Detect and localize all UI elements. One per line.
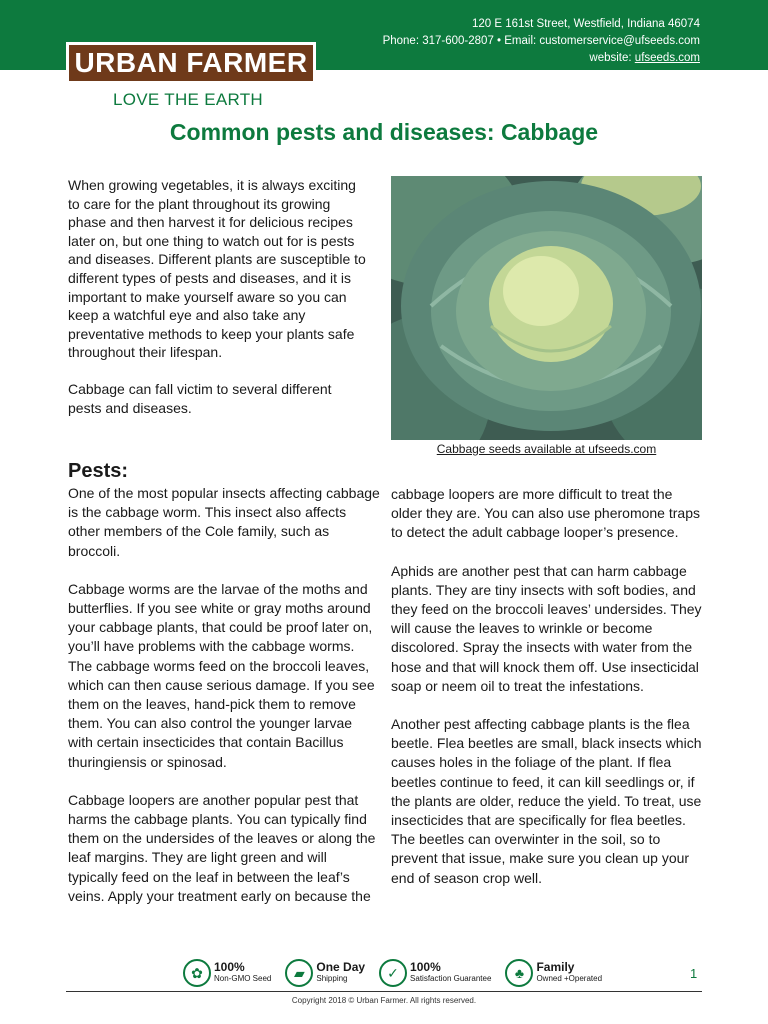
badge-non-gmo: ✿ 100% Non-GMO Seed: [183, 959, 271, 987]
intro-paragraph: Cabbage can fall victim to several different pests and diseases.: [68, 380, 332, 416]
pests-paragraph: Another pest affecting cabbage plants is the flea beetle. Flea beetles are small, black insects which causes holes in the foliage of the plant. If flea beetles continue to feed, it can kill seedlings or, if the plants are older, reduce the yield. To treat, use insecticides that are specifically for flea beetles. The beetles can overwinter in the soil, so to prevent that issue, make sure you clean up your end of season crop well.: [391, 716, 702, 886]
badge-family: ♣ Family Owned +Operated: [505, 959, 602, 987]
family-icon: ♣: [505, 959, 533, 987]
address: 120 E 161st Street, Westfield, Indiana 46074: [471, 18, 700, 30]
footer-divider: [66, 991, 702, 992]
pests-paragraph: One of the most popular insects affecting cabbage is the cabbage worm. This insect also affects other members of the Cole family, such as broccoli.: [68, 485, 380, 559]
pests-column-left: [68, 484, 380, 925]
website-link[interactable]: ufseeds.com: [634, 52, 700, 64]
pests-paragraph: Cabbage worms are the larvae of the moths and butterflies. If you see white or gray moths around your cabbage plants, that could be proof later on, you’ll have problems with the cabbage worms. The cabbage worms feed on the broccoli leaves, which can then cause serious damage. If you see them on the leaves, hand-pick them to remove them. You can also control the younger larvae with certain insecticides that contain Bacillus thuringiensis or spinosad.: [68, 580, 375, 770]
page-number: 1: [690, 966, 698, 981]
logo-text: URBAN FARMER: [69, 45, 313, 81]
photo-caption-link[interactable]: Cabbage seeds available at ufseeds.com: [436, 442, 657, 456]
logo: [66, 42, 316, 84]
tagline: LOVE THE EARTH: [113, 90, 264, 109]
website-line: [383, 50, 700, 67]
seedling-icon: ✿: [183, 959, 211, 987]
intro-text: [68, 176, 366, 435]
copyright: Copyright 2018 © Urban Farmer. All rights reserved.: [291, 996, 477, 1005]
truck-icon: ▰: [285, 959, 313, 987]
badge-shipping: ▰ One Day Shipping: [285, 959, 365, 987]
pests-paragraph: Aphids are another pest that can harm cabbage plants. They are tiny insects with soft bodies, and they feed on the broccoli leaves’ undersides. They will cause the leaves to wrinkle or become discolored. Spray the insects with water from the hose and that will knock them off. Use insecticidal soap or neem oil to treat the infestations.: [391, 562, 702, 694]
cabbage-image: [391, 176, 702, 440]
phone-email: Phone: 317-600-2807 • Email: customerservice@ufseeds.com: [382, 35, 700, 47]
pests-paragraph: cabbage loopers are more difficult to treat the older they are. You can also use pheromone traps to detect the adult cabbage looper’s presence.: [391, 486, 700, 541]
pests-paragraph: Cabbage loopers are another popular pest that harms the cabbage plants. You can typically find them on the undersides of the leaves or along the leaf margins. They are light green and will typically feed on the leaf in between the leaf’s veins. Apply your treatment early on because the: [68, 791, 376, 904]
footer-badges: [183, 957, 602, 989]
intro-paragraph: When growing vegetables, it is always exciting to care for the plant throughout its growing phase and then harvest it for delicious recipes later on, but one thing to watch out for is pests and diseases. Different plants are susceptible to different types of pests and diseases, and it is important to make yourself aware so you can keep a watchful eye and also take any preventative methods to keep your plants safe throughout their lifespan.: [68, 177, 366, 361]
website-label: website:: [589, 52, 635, 64]
pests-column-right: [391, 485, 703, 907]
page-title: Common pests and diseases: Cabbage: [169, 119, 599, 145]
checkmark-icon: ✓: [379, 959, 407, 987]
pests-heading: Pests:: [68, 460, 129, 482]
contact-info: [383, 16, 700, 67]
badge-guarantee: ✓ 100% Satisfaction Guarantee: [379, 959, 491, 987]
cabbage-photo: [391, 176, 702, 440]
